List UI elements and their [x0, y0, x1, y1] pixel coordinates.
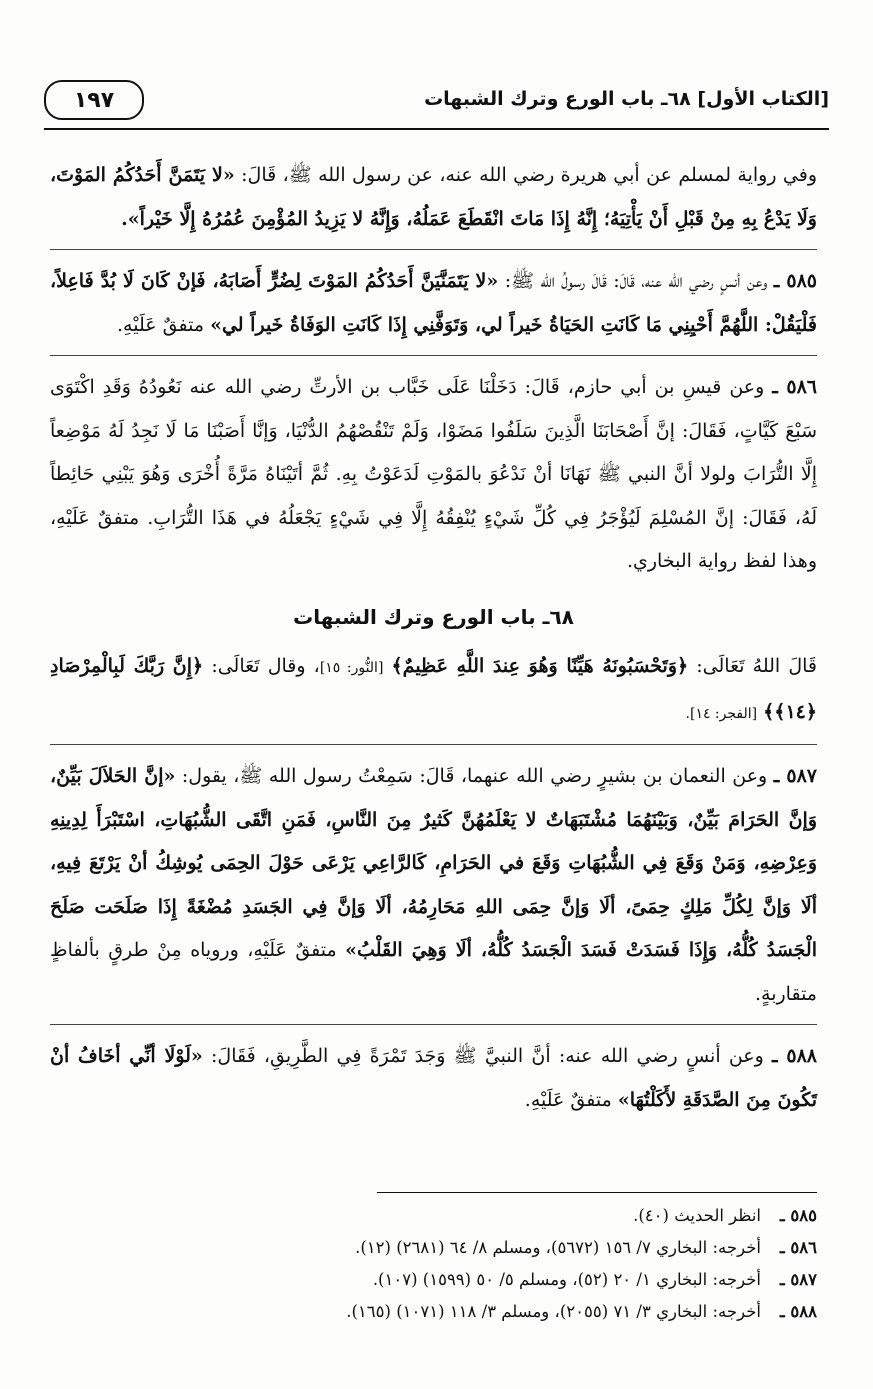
- footnote-item: [50, 1200, 817, 1232]
- hadith-588: [50, 1035, 817, 1122]
- hadith-text: وعن قيسِ بن أبي حازم، قَالَ: دَخَلْنَا عَلَى خَبَّاب بن الأرتِّ رضي الله عنه نَعُودُهُ وَقَدِ اكْتَوَى سَبْعَ كَيَّاتٍ، فَقَالَ: إنَّ أَصْحَابَنَا الَّذِينَ سَلَفُوا مَضَوْا، وَلَمْ تَنْقُصْهُمُ الدُّنْيَا، وَإنَّا أَصَبْنَا مَا لَا نَجِدُ لَهُ مَوْضِعاً إِلَّا التُّرَابَ ولولا أنَّ النبي ﷺ نَهَانَا أنْ نَدْعُوَ بالمَوْتِ لَدَعَوْتُ بِهِ. ثُمَّ أتَيْنَاهُ مَرَّةً أُخْرَى وَهُوَ يَبْنِي حَائِطاً لَهُ، فَقَالَ: إنَّ المُسْلِمَ لَيُؤْجَرُ فِي كُلِّ شَيْءٍ يُنْفِقُهُ إِلَّا فِي شَيْءٍ يَجْعَلُهُ في هَذَا التُّرَابِ. متفقٌ عَلَيْهِ، وهذا لفظ رواية البخاري.: [50, 376, 817, 572]
- hadith-grading: متفقٌ عَلَيْهِ، وروياه مِنْ طرقٍ بألفاظٍ متقاربةٍ.: [50, 939, 817, 1005]
- separator: [50, 355, 817, 356]
- footnote-text: أخرجه: البخاري ٣/ ٧١ (٢٠٥٥)، ومسلم ٣/ ١١٨ (١٠٧١) (١٦٥).: [346, 1302, 761, 1321]
- hadith-quote: «لَوْلَا أنِّي أخَافُ أنْ تَكُونَ مِنَ الصَّدَقَةِ لأَكَلْتُهَا»: [50, 1045, 817, 1111]
- page-number: ١٩٧: [44, 80, 144, 120]
- footnote-number: ٥٨٥ ـ: [779, 1206, 817, 1225]
- narration-intro: وعن أنسٍ رضي الله عنه: أنَّ النبيَّ ﷺ وَجَدَ تَمْرَةً فِي الطَّرِيقِ، فَقَالَ:: [211, 1045, 764, 1067]
- quran-verses: [50, 645, 817, 736]
- hadith-number: ٥٨٨ ـ: [772, 1045, 818, 1067]
- footnote-item: [50, 1264, 817, 1296]
- separator: [50, 744, 817, 745]
- footnotes: [50, 1200, 817, 1328]
- hadith-585: [50, 260, 817, 347]
- main-text: [50, 154, 817, 1130]
- hadith-quote: «لا يَتَمَنَّ أَحَدُكُمُ المَوْتَ، وَلَا يَدْعُ بِهِ مِنْ قَبْلِ أَنْ يَأْتِيَهُ؛ إِنَّهُ إِذَا مَاتَ انْقَطَعَ عَمَلُهُ، وَإِنَّهُ لا يَزِيدُ المُؤْمِنَ عُمُرُهُ إِلَّا خَيْراً».: [50, 164, 817, 230]
- footnote-item: [50, 1232, 817, 1264]
- footnote-text: أخرجه: البخاري ٧/ ١٥٦ (٥٦٧٢)، ومسلم ٨/ ٦٤ (٢٦٨١) (١٢).: [355, 1238, 761, 1257]
- hadith-number: ٥٨٧ ـ: [773, 765, 817, 787]
- separator: [50, 249, 817, 250]
- verse-reference: [النُّور: ١٥]: [319, 660, 384, 676]
- footnote-number: ٥٨٨ ـ: [779, 1302, 817, 1321]
- separator: [50, 1024, 817, 1025]
- hadith-586: [50, 366, 817, 584]
- footnote-item: [50, 1296, 817, 1328]
- footnote-number: ٥٨٧ ـ: [779, 1270, 817, 1289]
- footnote-text: انظر الحديث (٤٠).: [633, 1206, 761, 1225]
- quran-verse: ﴿إِنَّ رَبَّكَ لَبِالْمِرْصَادِ ﴿١٤﴾﴾: [50, 655, 817, 723]
- hadith-grading: متفقٌ عَلَيْهِ.: [524, 1088, 612, 1111]
- hadith-number: ٥٨٦ ـ: [772, 376, 817, 398]
- section-title: ٦٨ـ باب الورع وترك الشبهات: [293, 604, 574, 629]
- verse-reference: [الفجر: ١٤].: [685, 705, 758, 722]
- page-header: [44, 76, 829, 130]
- narration-intro: وفي رواية لمسلم عن أبي هريرة رضي الله عنه، عن رسول الله ﷺ، قَالَ:: [241, 164, 817, 186]
- hadith-quote: «إنَّ الحَلاَلَ بَيِّنٌ، وَإنَّ الحَرَامَ بَيِّنٌ، وَبَيْنَهُمَا مُشْتَبَهَاتٌ لا يَعْلَمُهُنَّ كَثيرٌ مِنَ النَّاسِ، فَمَنِ اتَّقَى الشُّبُهَاتِ، اسْتَبْرَأَ لِدِينِهِ وَعِرْضِهِ، وَمَنْ وَقَعَ فِي الشُّبُهَاتِ وَقَعَ في الحَرَامِ، كَالرَّاعِي يَرْعَى حَوْلَ الحِمَى يُوشِكُ أنْ يَرْتَعَ فِيهِ، ألَا وَإنَّ لِكُلِّ مَلِكٍ حِمَىً، ألَا وَإنَّ حِمَى اللهِ مَحَارِمُهُ، ألَا وَإنَّ فِي الجَسَدِ مُضْغَةً إِذَا صَلَحَت صَلَحَ الْجَسَدُ كُلُّهُ، وَإِذَا فَسَدَتْ فَسَدَ الْجَسَدُ كُلُّهُ، ألَا وَهِيَ القَلْبُ»: [50, 765, 817, 961]
- running-title: [الكتاب الأول] ٦٨ـ باب الورع وترك الشبهات: [424, 88, 829, 110]
- narration-intro: وعن النعمان بن بشيرٍ رضي الله عنهما، قَالَ: سَمِعْتُ رسول الله ﷺ، يقول:: [181, 765, 768, 787]
- quran-verse: ﴿وَتَحْسَبُونَهُ هَيِّنًا وَهُوَ عِندَ اللَّهِ عَظِيمٌ﴾: [391, 655, 689, 677]
- hadith-quote: «لا يَتَمَنَّيَنَّ أَحَدُكُمُ المَوْتَ لِضُرٍّ أَصَابَهُ، فَإنْ كَانَ لَا بُدَّ فَاعِلاً، فَلْيَقُلْ: اللَّهُمَّ أَحْيِنِي مَا كَانَتِ الحَيَاةُ خَيراً لي، وَتَوَفَّنِي إِذَا كَانَتِ الوَفَاةُ خَيراً لي»: [50, 270, 817, 336]
- verse-intro: ، وقال تَعَالَى:: [211, 655, 320, 677]
- footnote-rule: [377, 1192, 817, 1193]
- hadith-number: ٥٨٥ ـ: [773, 270, 817, 292]
- hadith-587: [50, 755, 817, 1016]
- hadith-grading: متفقٌ عَلَيْهِ.: [117, 313, 205, 336]
- verse-intro: قَالَ اللهُ تَعَالَى:: [696, 655, 818, 677]
- narration-intro: وعن أنسٍ رضي الله عنه، قَالَ: قَالَ رسولُ الله ﷺ:: [504, 270, 768, 292]
- paragraph-muslim-narration: [50, 154, 817, 241]
- footnote-text: أخرجه: البخاري ١/ ٢٠ (٥٢)، ومسلم ٥/ ٥٠ (١٥٩٩) (١٠٧).: [372, 1270, 761, 1289]
- footnote-number: ٥٨٦ ـ: [779, 1238, 817, 1257]
